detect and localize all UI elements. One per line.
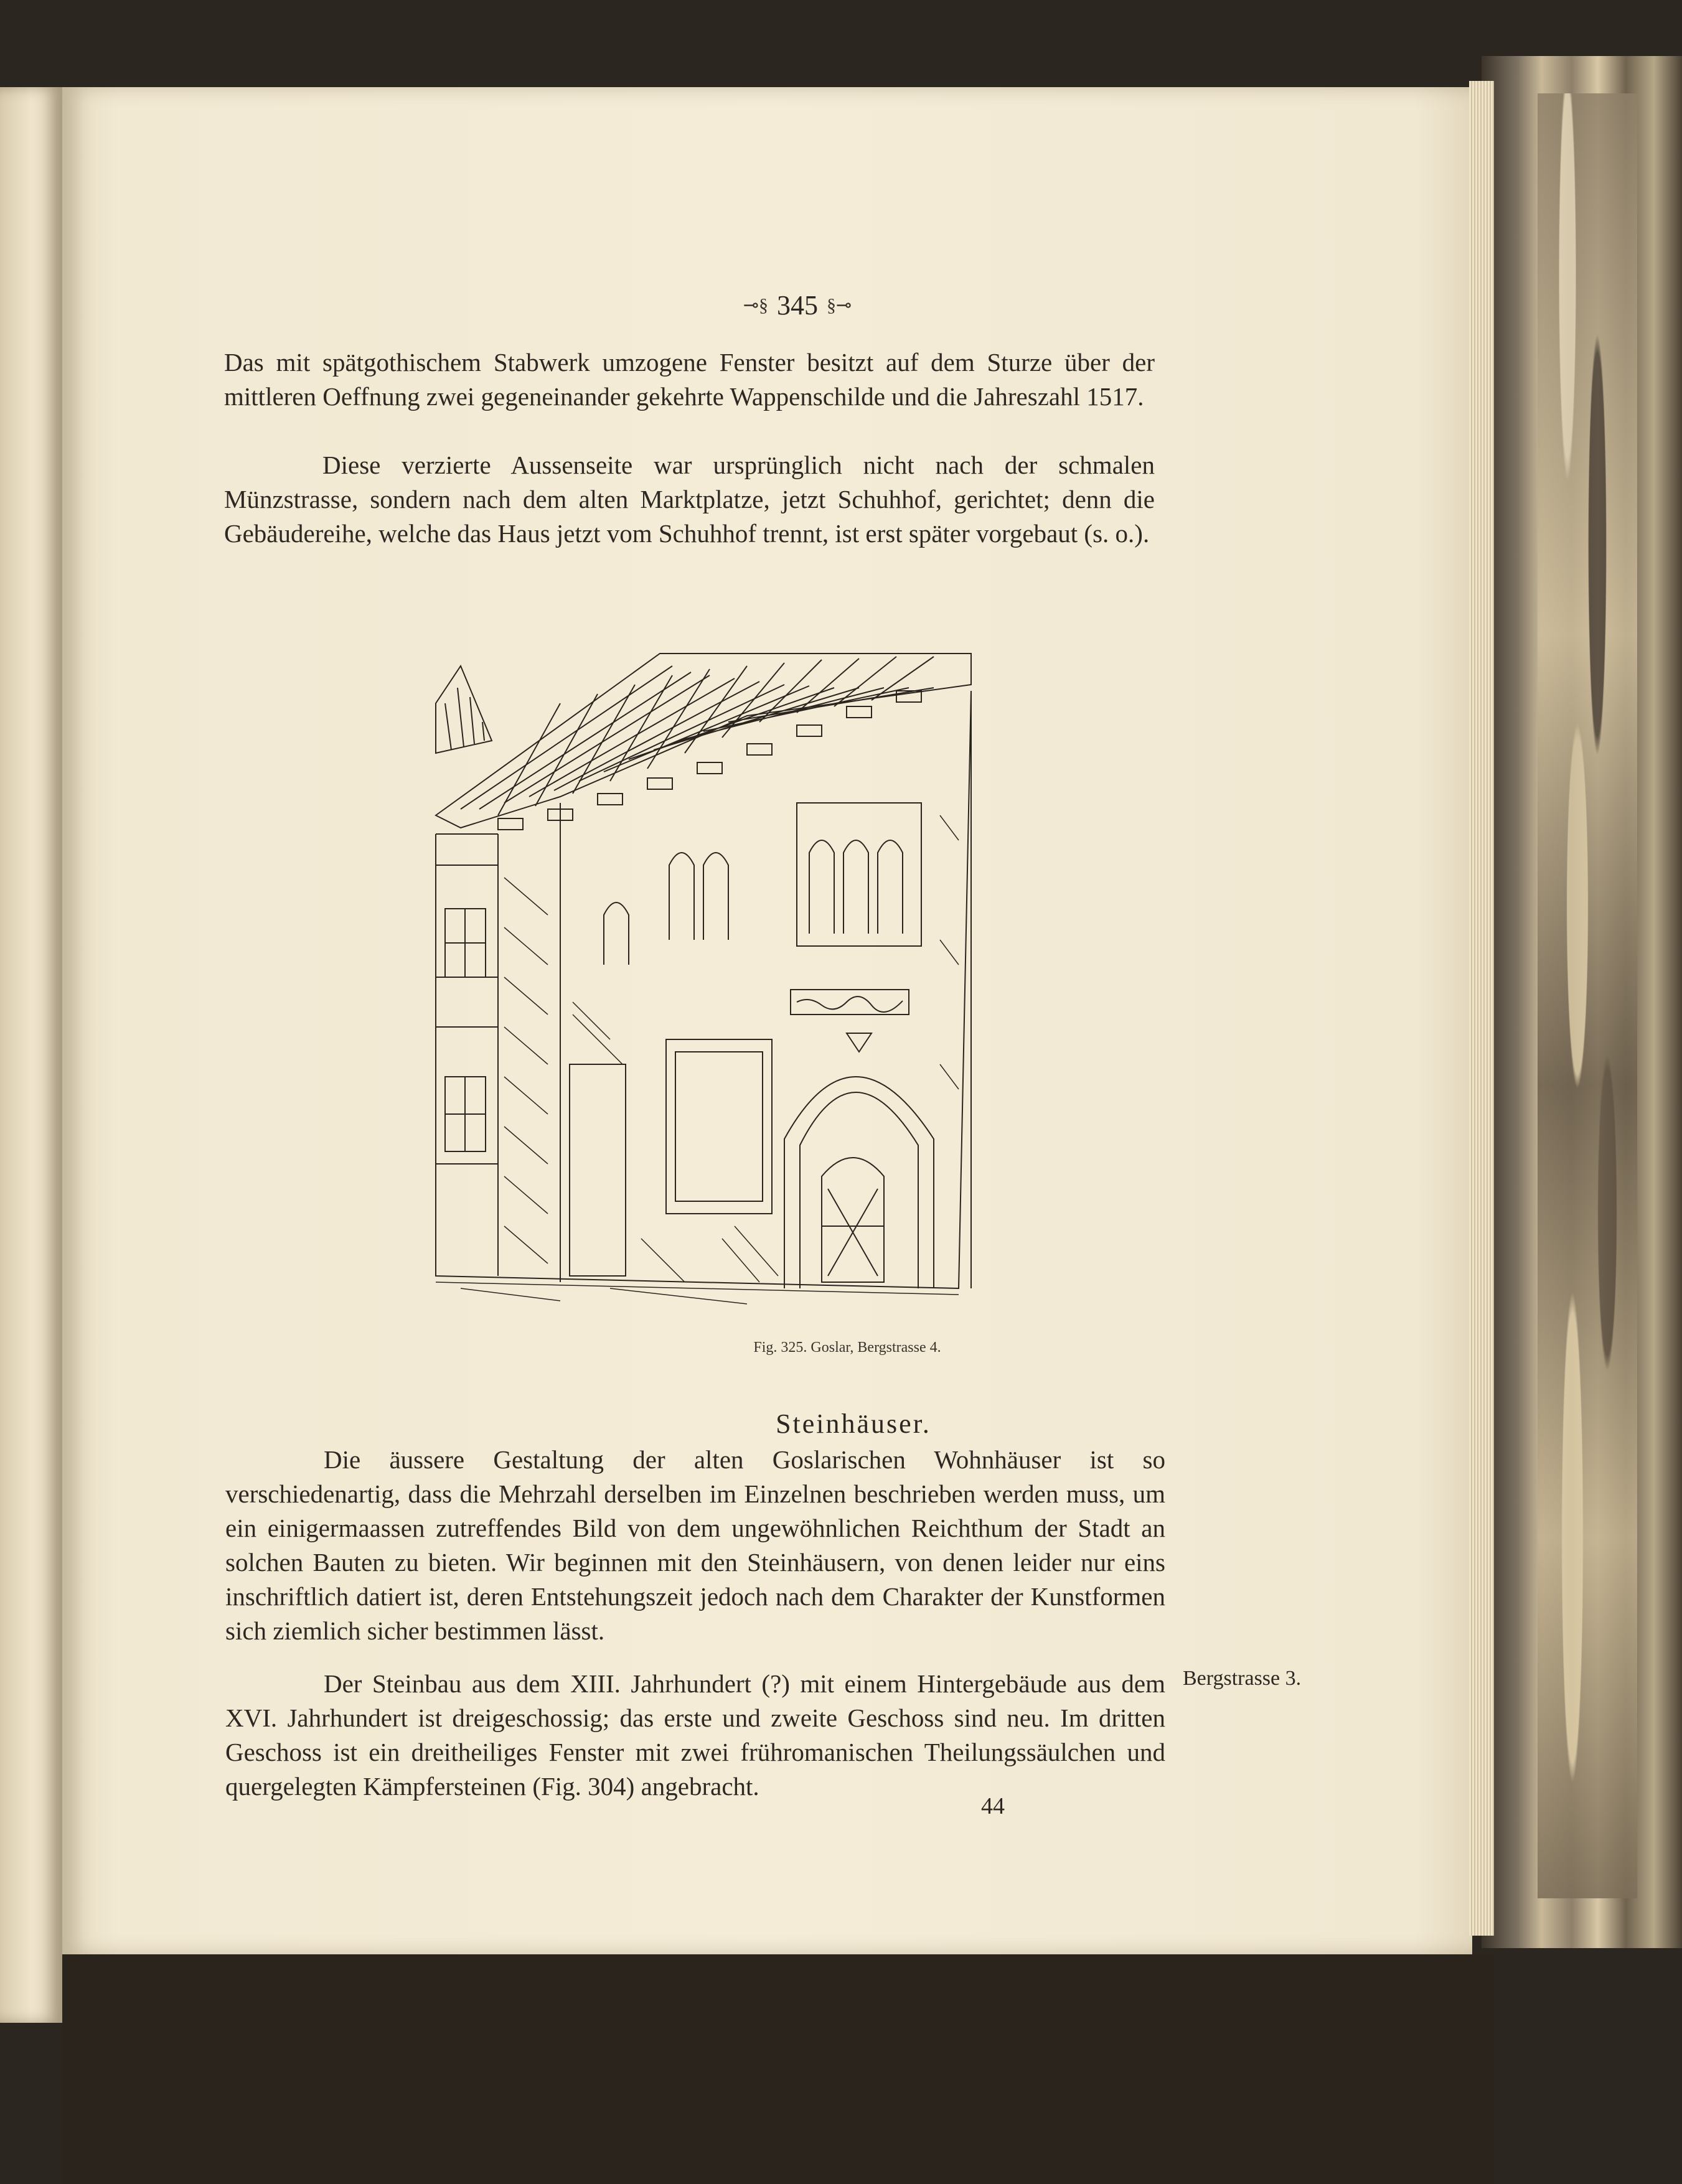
margin-note: Bergstrasse 3.	[1183, 1667, 1302, 1690]
paragraph-window-description: Das mit spätgothischem Stabwerk umzogene Fenster besitzt auf dem Sturze über der mittleren Oeffnung zwei gegeneinander gekehrte Wappenschilde und die Jahreszahl 1517.	[224, 348, 1155, 411]
paragraph-steinbau-description: Der Steinbau aus dem XIII. Jahrhundert (?) mit einem Hintergebäude aus dem XVI. Jahrhundert ist dreigeschossig; das erste und zweite Geschoss sind neu. Im dritten Geschoss ist ein dreitheiliges Fenster mit zwei frühromanischen Theilungssäulchen und quergelegten Kämpfersteinen (Fig. 304) angebracht.	[225, 1669, 1165, 1801]
ornament-right-icon: §⊸	[827, 295, 852, 316]
rafter-ends	[498, 691, 921, 830]
printer-signature-mark: 44	[981, 1793, 1005, 1819]
gothic-window	[666, 1039, 772, 1214]
spire	[436, 666, 492, 753]
page-number: 345	[777, 290, 818, 321]
inscription-plaque	[791, 990, 909, 1015]
background-shadow	[62, 1954, 1494, 2184]
left-page-edge	[0, 87, 62, 2023]
figure-illustration-house	[423, 629, 984, 1313]
page-block-edges	[1469, 81, 1494, 1936]
romanesque-windows	[604, 803, 921, 965]
page-header	[0, 289, 1682, 321]
ornament-left-icon: ⊸§	[743, 295, 768, 316]
section-heading: Steinhäuser.	[776, 1408, 931, 1439]
figure-caption: Fig. 325. Goslar, Bergstrasse 4.	[753, 1339, 941, 1356]
arched-gateway	[784, 1077, 934, 1288]
paragraph-steinhaeuser-intro: Die äussere Gestaltung der alten Goslarischen Wohnhäuser ist so verschiedenartig, dass die Mehrzahl derselben im Einzelnen beschrieben werden muss, um ein einigermaassen zutreffendes Bild von dem ungewöhnlichen Reichthum der Stadt an solchen Bauten zu bieten. Wir beginnen mit den Steinhäusern, von denen leider nur eins inschriftlich datiert ist, deren Entstehungszeit jedoch nach dem Charakter der Kunstformen sich ziemlich sicher bestimmen lässt.	[225, 1445, 1165, 1645]
paragraph-facade-orientation: Diese verzierte Aussenseite war ursprünglich nicht nach der schmalen Münzstrasse, sondern nach dem alten Marktplatze, jetzt Schuhhof, gerichtet; denn die Gebäudereihe, welche das Haus jetzt vom Schuhhof trennt, ist erst später vorgebaut (s. o.).	[224, 451, 1155, 548]
marbled-cover-paper	[1538, 93, 1637, 1898]
